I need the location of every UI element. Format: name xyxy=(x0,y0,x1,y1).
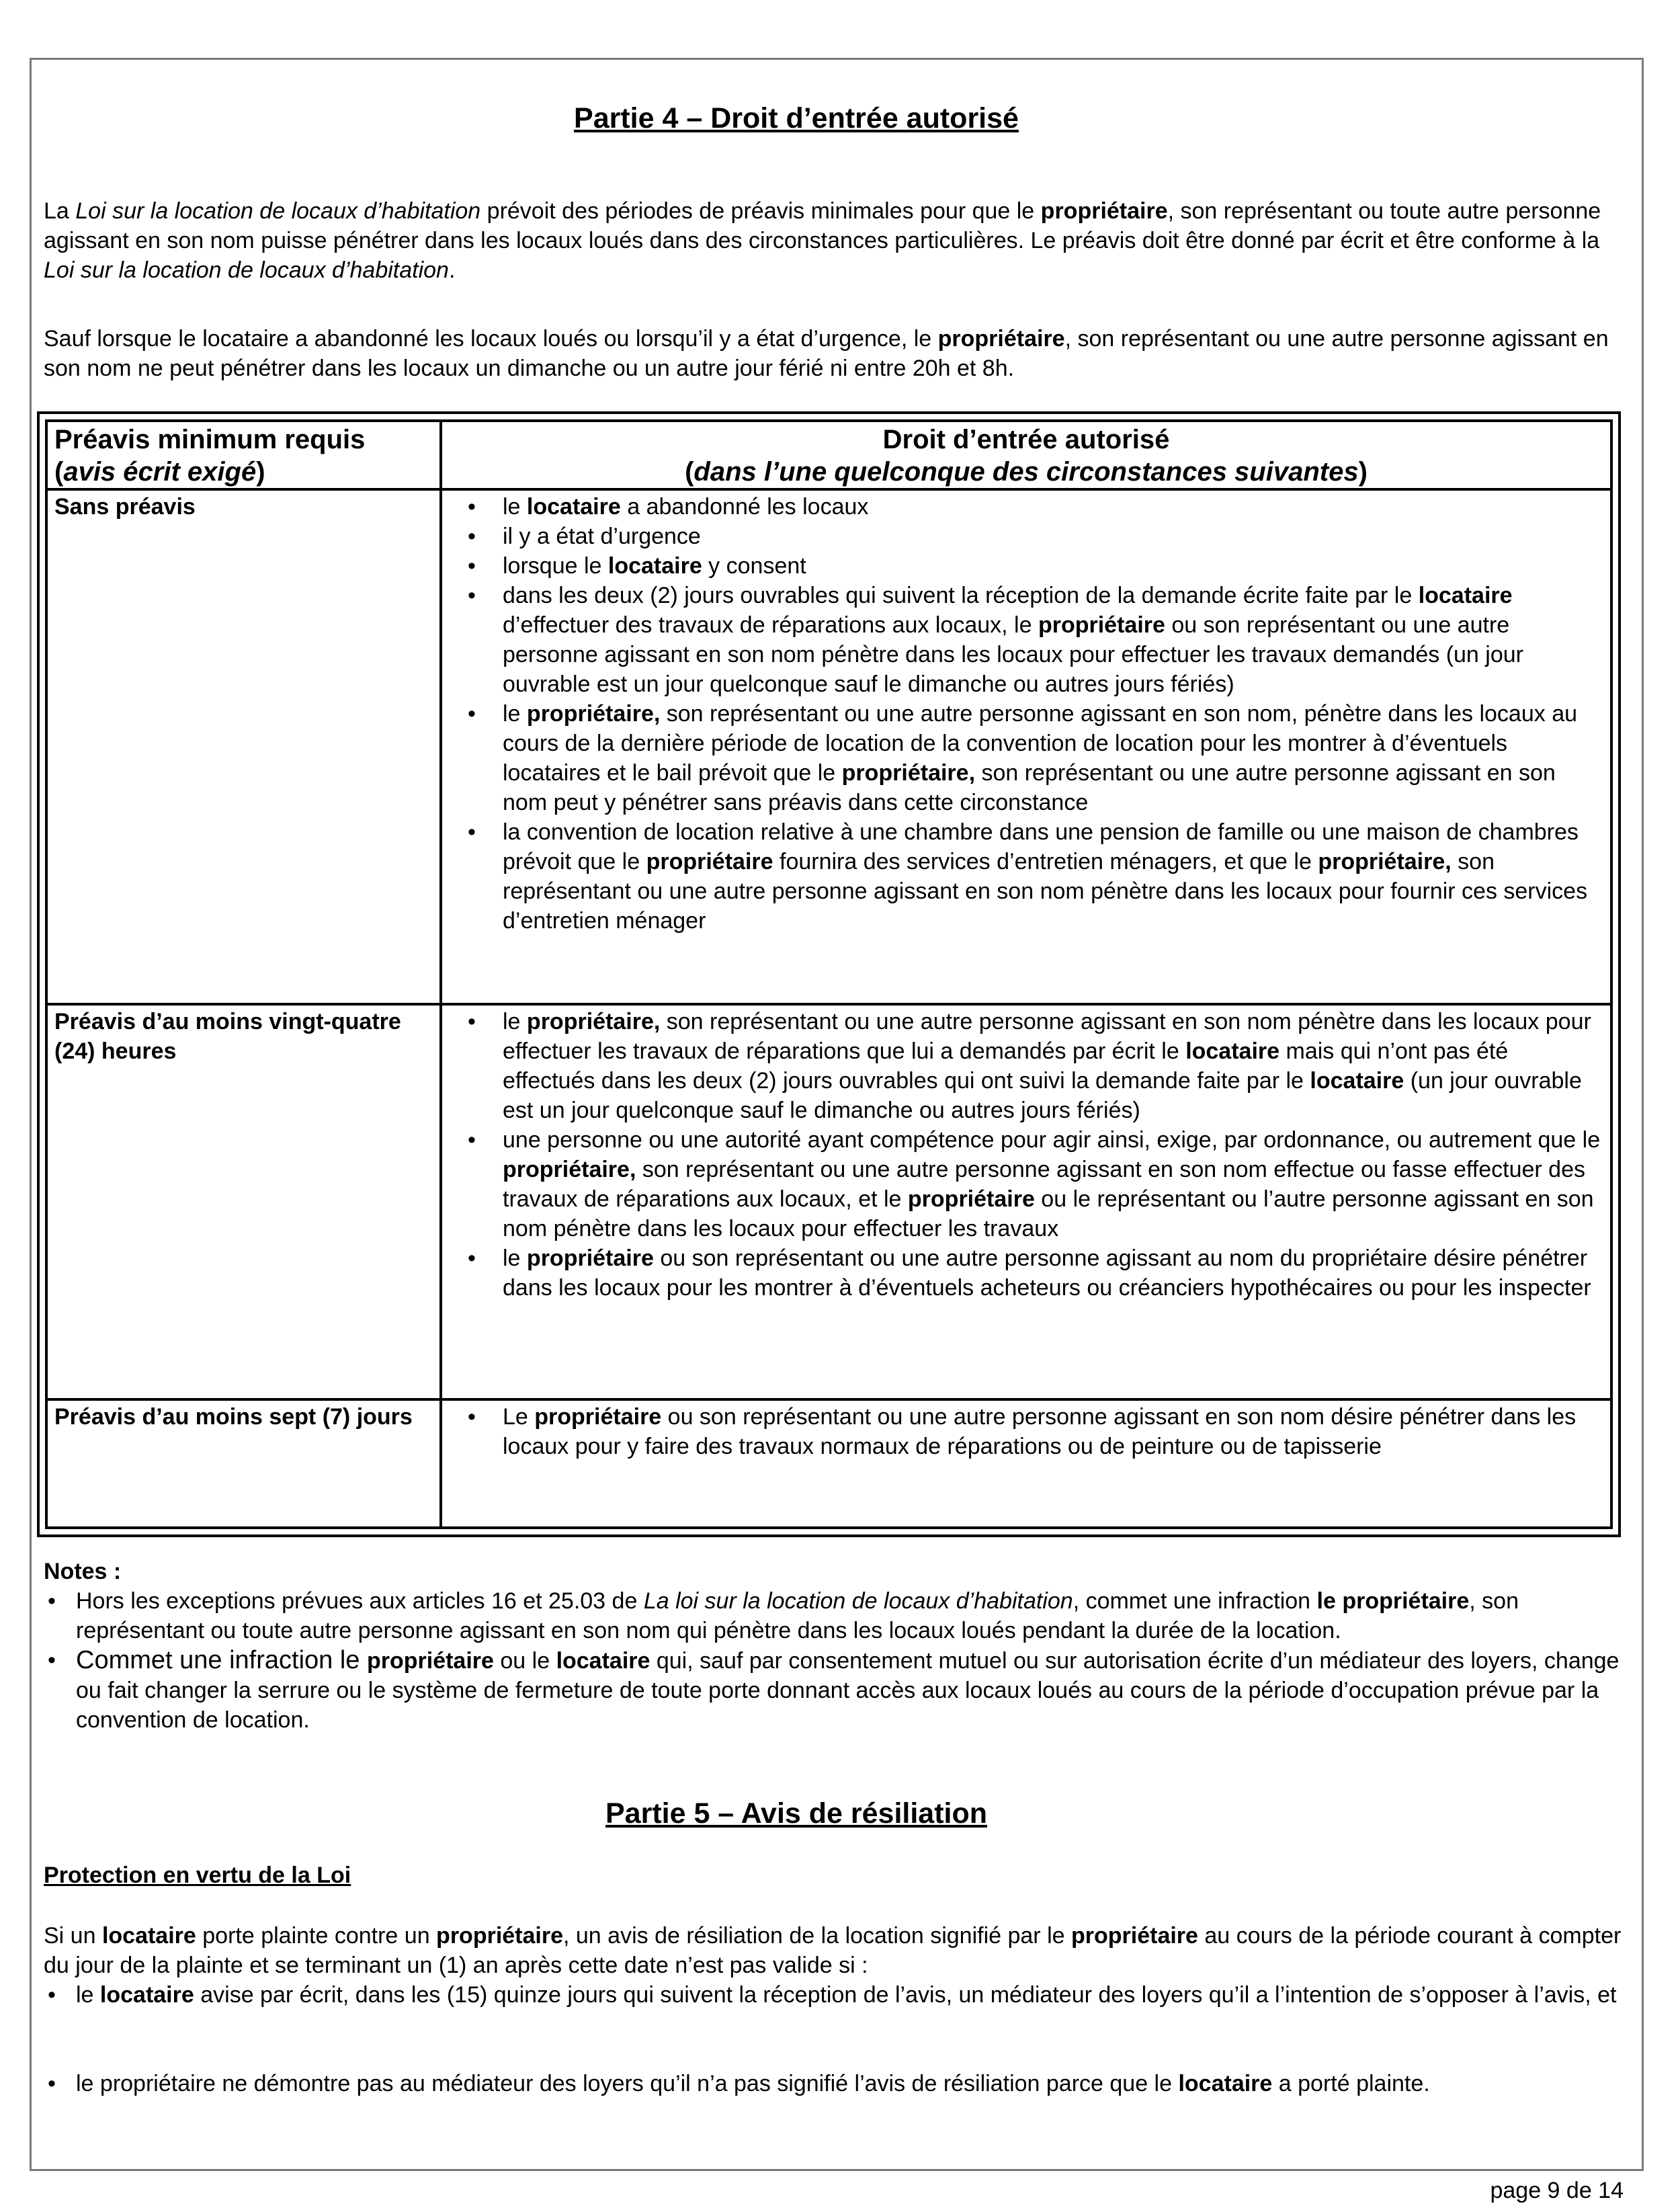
table-row xyxy=(48,1004,1610,1399)
list-item: • Hors les exceptions prévues aux articles 16 et 25.03 de La loi sur la location de locaux d’habitation, commet une infraction le propriétaire, son représentant ou toute autre personne agissant en son nom qui pénètre dans les locaux loués pendant la durée de la location. xyxy=(44,1586,1630,1645)
entry-rights-table xyxy=(37,411,1621,1537)
list-item: • Commet une infraction le propriétaire ou le locataire qui, sauf par consentement mutuel ou sur autorisation écrite d’un médiateur des loyers, change ou fait changer la serrure ou le système de fermeture de toute porte donnant accès aux locaux loués au cours de la période d’occupation prévue par la convention de location. xyxy=(44,1645,1630,1735)
notes-list xyxy=(44,1586,1630,1735)
table-row xyxy=(48,1399,1610,1526)
notice-cell: Sans préavis xyxy=(48,489,441,1004)
list-item: • le propriétaire ne démontre pas au médiateur des loyers qu’il n’a pas signifié l’avis de résiliation parce que le locataire a porté plainte. xyxy=(44,2069,1630,2098)
list-item: • dans les deux (2) jours ouvrables qui suivent la réception de la demande écrite faite par le locataire d’effectuer des travaux de réparations aux locaux, le propriétaire ou son représentant ou une autre personne agissant en son nom pénètre dans les locaux pour effectuer les travaux demandés (un jour ouvrable est un jour quelconque sauf le dimanche ou autres jours fériés) xyxy=(449,581,1603,699)
part5-title: Partie 5 – Avis de résiliation xyxy=(605,1797,987,1830)
part5-list-2 xyxy=(44,2069,1630,2098)
list-item: • lorsque le locataire y consent xyxy=(449,551,1603,581)
header-notice: Préavis minimum requis (avis écrit exigé) xyxy=(48,422,441,489)
part4-paragraph-2: Sauf lorsque le locataire a abandonné les locaux loués ou lorsqu’il y a état d’urgence, le propriétaire, son représentant ou une autre personne agissant en son nom ne peut pénétrer dans les locaux un dimanche ou un autre jour férié ni entre 20h et 8h. xyxy=(44,326,1609,381)
circumstance-list xyxy=(449,1007,1603,1303)
notice-cell: Préavis d’au moins sept (7) jours xyxy=(48,1399,441,1526)
list-item: • il y a état d’urgence xyxy=(449,522,1603,551)
list-item: • une personne ou une autorité ayant compétence pour agir ainsi, exige, par ordonnance, ou autrement que le propriétaire, son représentant ou une autre personne agissant en son nom effectue ou fasse effectuer des travaux de réparations aux locaux, et le propriétaire ou le représentant ou l’autre personne agissant en son nom pénètre dans les locaux pour effectuer les travaux xyxy=(449,1125,1603,1243)
part5-list-1 xyxy=(44,1980,1630,2010)
circumstance-list xyxy=(449,492,1603,936)
part5-subtitle: Protection en vertu de la Loi xyxy=(44,1863,351,1888)
table-header-row xyxy=(48,422,1610,489)
list-item: • le propriétaire, son représentant ou une autre personne agissant en son nom, pénètre dans les locaux au cours de la dernière période de location de la convention de location pour les montrer à d’éventuels locataires et le bail prévoit que le propriétaire, son représentant ou une autre personne agissant en son nom peut y pénétrer sans préavis dans cette circonstance xyxy=(449,699,1603,817)
list-item: • le locataire a abandonné les locaux xyxy=(449,492,1603,522)
table-row xyxy=(48,489,1610,1004)
notes-title: Notes : xyxy=(44,1559,122,1584)
page-number: page 9 de 14 xyxy=(1490,2178,1624,2203)
header-entry-right: Droit d’entrée autorisé (dans l’une quelconque des circonstances suivantes) xyxy=(441,422,1610,489)
notice-cell: Préavis d’au moins vingt-quatre (24) heures xyxy=(48,1004,441,1399)
list-item: • Le propriétaire ou son représentant ou une autre personne agissant en son nom désire pénétrer dans les locaux pour y faire des travaux normaux de réparations ou de peinture ou de tapisserie xyxy=(449,1402,1603,1461)
circumstance-list xyxy=(449,1402,1603,1461)
list-item: • la convention de location relative à une chambre dans une pension de famille ou une maison de chambres prévoit que le propriétaire fournira des services d’entretien ménagers, et que le propriétaire, son représentant ou une autre personne agissant en son nom pénètre dans les locaux pour fournir ces services d’entretien ménager xyxy=(449,817,1603,936)
notes-section xyxy=(44,1557,1630,1735)
part4-title: Partie 4 – Droit d’entrée autorisé xyxy=(574,102,1019,134)
list-item: • le propriétaire, son représentant ou une autre personne agissant en son nom pénètre dans les locaux pour effectuer les travaux de réparations que lui a demandés par écrit le locataire mais qui n’ont pas été effectués dans les deux (2) jours ouvrables qui ont suivi la demande faite par le locataire (un jour ouvrable est un jour quelconque sauf le dimanche ou autres jours fériés) xyxy=(449,1007,1603,1125)
list-item: • le propriétaire ou son représentant ou une autre personne agissant au nom du propriétaire désire pénétrer dans les locaux pour les montrer à d’éventuels acheteurs ou créanciers hypothécaires ou pour les inspecter xyxy=(449,1243,1603,1303)
part5-paragraph: Si un locataire porte plainte contre un propriétaire, un avis de résiliation de la location signifié par le propriétaire au cours de la période courant à compter du jour de la plainte et se terminant un (1) an après cette date n’est pas valide si : xyxy=(44,1923,1622,1978)
part4-paragraph-1: La Loi sur la location de locaux d’habitation prévoit des périodes de préavis minimales pour que le propriétaire, son représentant ou toute autre personne agissant en son nom puisse pénétrer dans les locaux loués dans des circonstances particulières. Le préavis doit être donné par écrit et être conforme à la Loi sur la location de locaux d’habitation. xyxy=(44,198,1601,283)
list-item: • le locataire avise par écrit, dans les (15) quinze jours qui suivent la réception de l’avis, un médiateur des loyers qu’il a l’intention de s’opposer à l’avis, et xyxy=(44,1980,1630,2010)
